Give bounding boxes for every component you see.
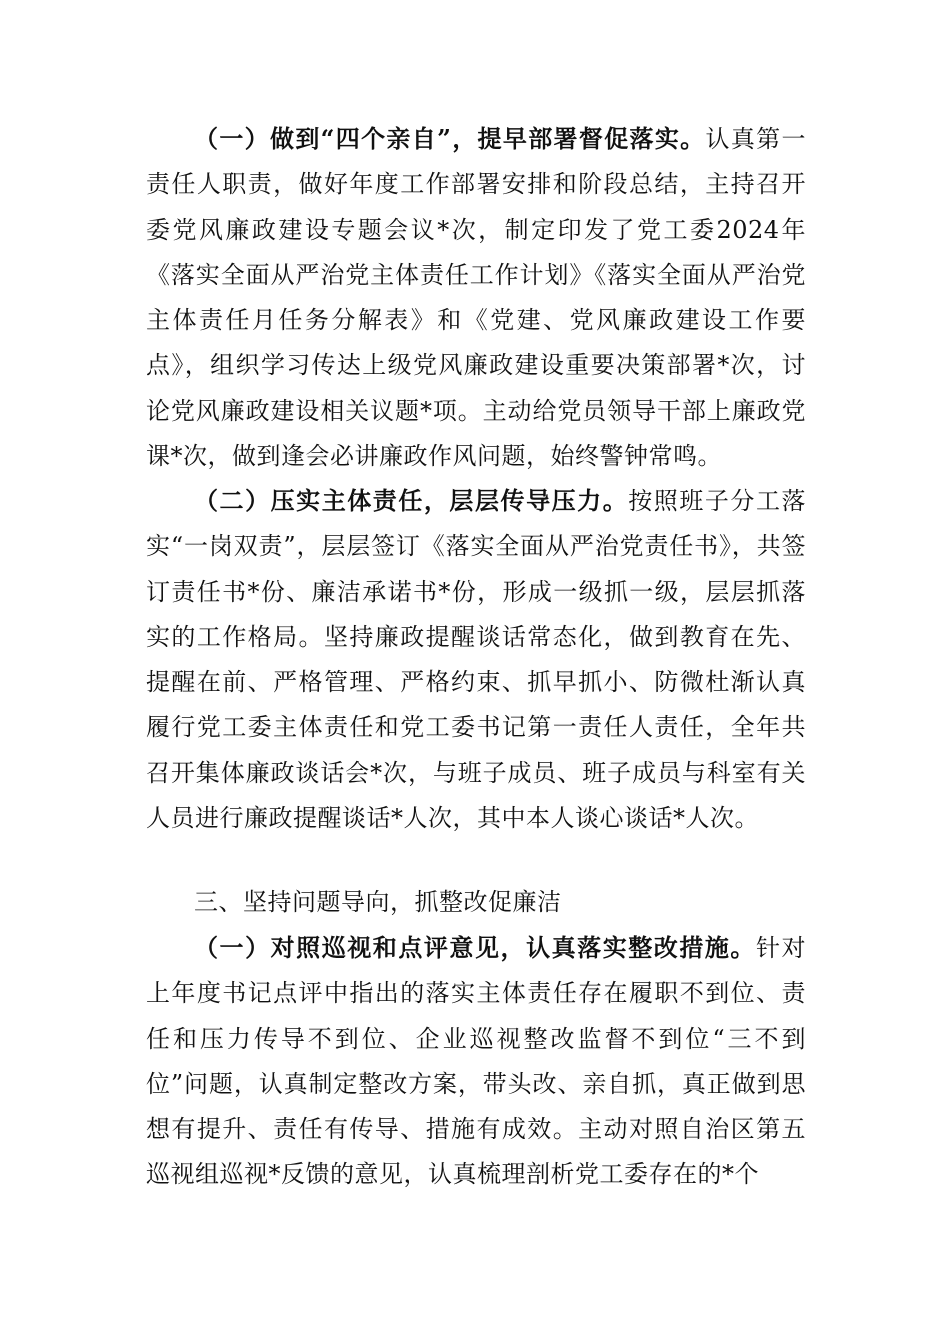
section-heading: 三、坚持问题导向，抓整改促廉洁 <box>194 888 562 916</box>
paragraph-3-body: 针对上年度书记点评中指出的落实主体责任存在履职不到位、责任和压力传导不到位、企业巡视整改监督不到位“三不到位”问题，认真制定整改方案，带头改、亲自抓，真正做到思想有提升、责任有传导、措施有成效。主动对照自治区第五巡视组巡视*反馈的意见，认真梳理剖析党工委存在的*个 <box>146 934 807 1189</box>
paragraph-1-lead: （一）做到“四个亲自”，提早部署督促落实。 <box>194 124 706 153</box>
paragraph-2-lead: （二）压实主体责任，层层传导压力。 <box>194 486 629 515</box>
paragraph-2 <box>146 478 806 841</box>
paragraph-3-lead: （一）对照巡视和点评意见，认真落实整改措施。 <box>194 933 756 962</box>
paragraph-1 <box>146 116 806 479</box>
paragraph-1-body: 认真第一责任人职责，做好年度工作部署安排和阶段总结，主持召开委党风廉政建设专题会议*次，制定印发了党工委2024年《落实全面从严治党主体责任工作计划》《落实全面从严治党主体责任月任务分解表》和《党建、党风廉政建设工作要点》，组织学习传达上级党风廉政建设重要决策部署*次，讨论党风廉政建设相关议题*项。主动给党员领导干部上廉政党课*次，做到逢会必讲廉政作风问题，始终警钟常鸣。 <box>146 125 807 471</box>
paragraph-3 <box>146 925 806 1198</box>
paragraph-2-body: 按照班子分工落实“一岗双责”，层层签订《落实全面从严治党责任书》，共签订责任书*份、廉洁承诺书*份，形成一级抓一级，层层抓落实的工作格局。坚持廉政提醒谈话常态化，做到教育在先、提醒在前、严格管理、严格约束、抓早抓小、防微杜渐认真履行党工委主体责任和党工委书记第一责任人责任，全年共召开集体廉政谈话会*次，与班子成员、班子成员与科室有关人员进行廉政提醒谈话*人次，其中本人谈心谈话*人次。 <box>146 487 807 833</box>
